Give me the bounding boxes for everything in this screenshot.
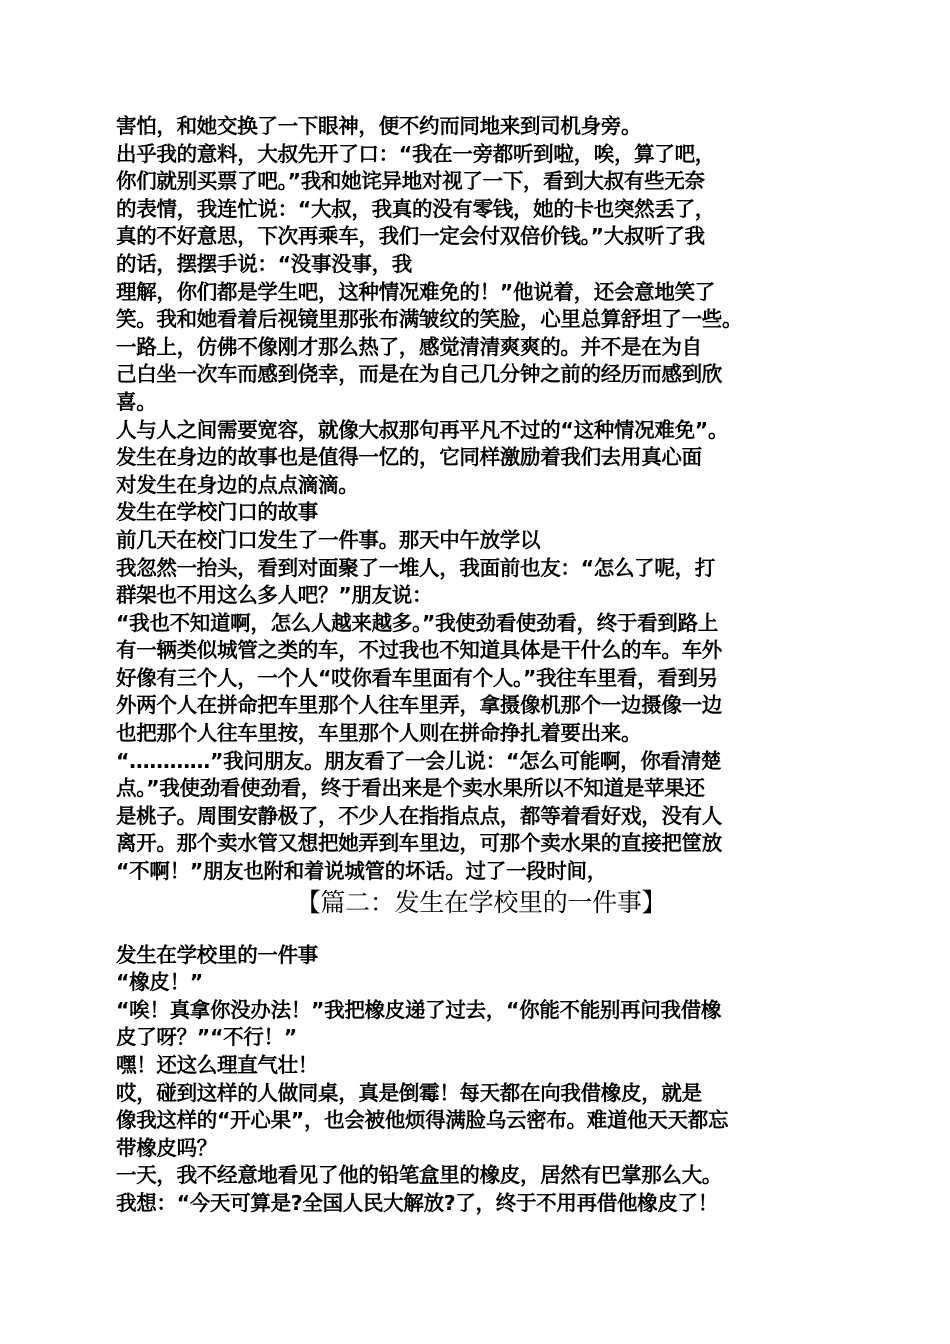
text-line: 真的不好意思，下次再乘车，我们一定会付双倍价钱。”大叔听了我 xyxy=(116,224,705,249)
text-line: “橡皮！” xyxy=(116,970,203,995)
text-line: 发生在身边的故事也是值得一忆的，它同样激励着我们去用真心面 xyxy=(116,445,702,470)
text-line: “唉！真拿你没办法！”我把橡皮递了过去，“你能不能别再问我借橡 xyxy=(116,997,722,1022)
text-line: 好像有三个人，一个人“哎你看车里面有个人。”我往车里看，看到另 xyxy=(116,665,718,690)
text-line: 的话，摆摆手说：“没事没事，我 xyxy=(116,251,412,276)
text-line: 有一辆类似城管之类的车，不过我也不知道具体是干什么的车。车外 xyxy=(116,638,722,663)
text-line: 发生在学校里的一件事 xyxy=(116,942,318,967)
text-line: 嘿！还这么理直气壮！ xyxy=(116,1053,318,1077)
text-line: “不啊！”朋友也附和着说城管的坏话。过了一段时间， xyxy=(116,859,607,884)
text-line: 你们就别买票了吧。”我和她诧异地对视了一下，看到大叔有些无奈 xyxy=(116,169,705,194)
text-line: 对发生在身边的点点滴滴。 xyxy=(116,472,359,497)
text-line: 群架也不用这么多人吧？”朋友说： xyxy=(116,583,433,608)
text-line: 出乎我的意料，大叔先开了口：“我在一旁都听到啦，唉，算了吧， xyxy=(116,141,715,166)
text-line: 喜。 xyxy=(116,389,157,414)
text-line: 人与人之间需要宽容，就像大叔那句再平凡不过的“这种情况难免”。 xyxy=(116,417,729,442)
section-heading: 【篇二：发生在学校里的一件事】 xyxy=(295,887,667,917)
text-line: “我也不知道啊，怎么人越来越多。”我使劲看使劲看，终于看到路上 xyxy=(116,610,718,635)
section-one-text xyxy=(116,113,846,886)
text-line: 害怕，和她交换了一下眼神，便不约而同地来到司机身旁。 xyxy=(116,114,642,138)
text-line: 理解，你们都是学生吧，这种情况难免的！”他说着，还会意地笑了 xyxy=(116,279,715,304)
text-line: 皮了呀？”“不行！” xyxy=(116,1025,297,1050)
text-line: 像我这样的“开心果”，也会被他烦得满脸乌云密布。难道他天天都忘 xyxy=(116,1108,729,1133)
text-line: 外两个人在拼命把车里那个人往车里弄，拿摄像机那个一边摄像一边 xyxy=(116,693,722,718)
text-line: 也把那个人往车里按，车里那个人则在拼命挣扎着要出来。 xyxy=(116,721,642,746)
text-line: 己白坐一次车而感到侥幸，而是在为自己几分钟之前的经历而感到欣 xyxy=(116,362,722,387)
text-line: 一天，我不经意地看见了他的铅笔盒里的橡皮，居然有巴掌那么大。 xyxy=(116,1163,722,1188)
text-line: 是桃子。周围安静极了，不少人在指指点点，都等着看好戏，没有人 xyxy=(116,803,722,828)
text-line: 发生在学校门口的故事 xyxy=(116,500,318,525)
text-line: 前几天在校门口发生了一件事。那天中午放学以 xyxy=(116,527,541,552)
text-line: 带橡皮吗？ xyxy=(116,1135,217,1160)
text-line: 一路上，仿佛不像刚才那么热了，感觉清清爽爽的。并不是在为自 xyxy=(116,334,702,359)
document-body xyxy=(116,113,846,1218)
text-line: 笑。我和她看着后视镜里那张布满皱纹的笑脸，心里总算舒坦了一些。 xyxy=(116,307,743,332)
text-line: 点。”我使劲看使劲看，终于看出来是个卖水果所以不知道是苹果还 xyxy=(116,776,705,801)
text-line: 的表情，我连忙说：“大叔，我真的没有零钱，她的卡也突然丢了， xyxy=(116,196,715,221)
text-line: 我想：“今天可算是?全国人民大解放?了，终于不用再借他橡皮了！ xyxy=(116,1190,718,1215)
text-line: 离开。那个卖水管又想把她弄到车里边，可那个卖水果的直接把筐放 xyxy=(116,831,722,856)
section-two-text xyxy=(116,942,846,1218)
text-line: “…………”我问朋友。朋友看了一会儿说：“怎么可能啊，你看清楚 xyxy=(116,748,722,773)
text-line: 哎，碰到这样的人做同桌，真是倒霉！每天都在向我借橡皮，就是 xyxy=(116,1080,702,1105)
text-line: 我忽然一抬头，看到对面聚了一堆人，我面前也友：“怎么了呢，打 xyxy=(116,555,715,580)
